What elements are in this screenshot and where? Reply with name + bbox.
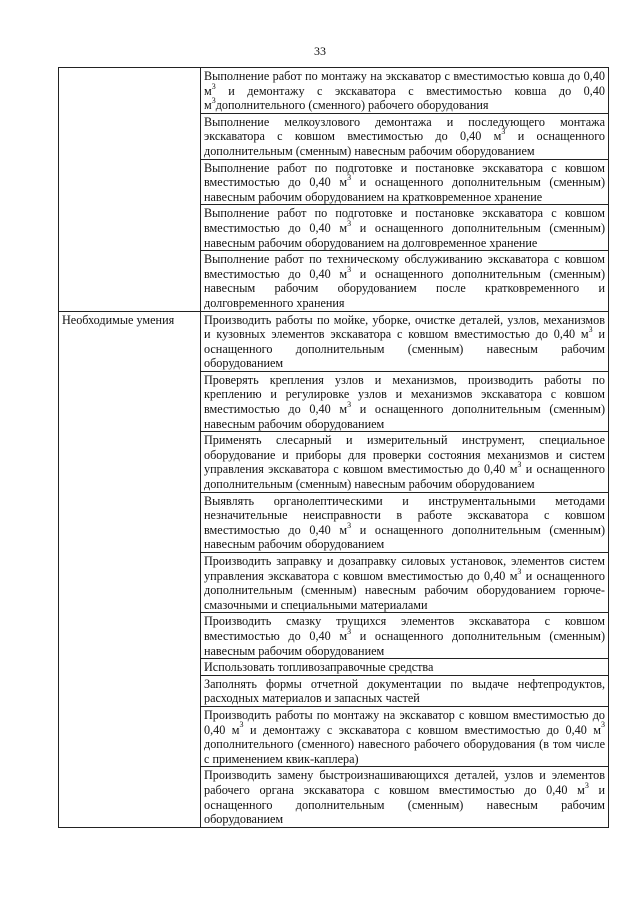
superscript: 3 <box>501 127 506 137</box>
superscript: 3 <box>601 720 606 730</box>
superscript: 3 <box>347 264 352 274</box>
requirements-table-body <box>59 68 609 828</box>
table-row <box>59 311 609 371</box>
superscript: 3 <box>211 96 216 106</box>
requirement-text: Выполнение работ по техническому обслуживанию экскаватора с ковшом вместимостью до 0,40 $м^3$ и оснащенного дополнительным (сменным) навесным рабочим оборудованием после кратковременного и долговременного хранения <box>201 251 609 311</box>
table-row <box>59 68 609 114</box>
section-label <box>59 68 201 312</box>
superscript: 3 <box>347 173 352 183</box>
requirement-text: Выполнение работ по подготовке и постановке экскаватора с ковшом вместимостью до 0,40 $м^3$ и оснащенного дополнительным (сменным) навесным рабочим оборудованием на кратковременное хранение <box>201 159 609 205</box>
superscript: 3 <box>584 780 589 790</box>
requirement-text: Применять слесарный и измерительный инструмент, специальное оборудование и приборы для проверки состояния механизмов и систем управления экскаватора с ковшом вместимостью до 0,40 $м^3$ и оснащенного дополнительным (сменным) навесным рабочим оборудованием <box>201 432 609 492</box>
section-label: Необходимые умения <box>59 311 201 827</box>
requirement-text: Производить смазку трущихся элементов экскаватора с ковшом вместимостью до 0,40 $м^3$ и оснащенного дополнительным (сменным) навесным рабочим оборудованием <box>201 613 609 659</box>
superscript: 3 <box>347 218 352 228</box>
superscript: 3 <box>239 720 244 730</box>
requirements-table <box>58 67 609 828</box>
superscript: 3 <box>347 626 352 636</box>
requirement-text: Производить заправку и дозаправку силовых установок, элементов систем управления экскаватора с ковшом вместимостью до 0,40 $м^3$ и оснащенного дополнительным (сменным) навесным рабочим оборудованием горюче-смазочными и специальными материалами <box>201 553 609 613</box>
superscript: 3 <box>347 520 352 530</box>
requirement-text: Выполнение работ по подготовке и постановке экскаватора с ковшом вместимостью до 0,40 $м^3$ и оснащенного дополнительным (сменным) навесным рабочим оборудованием на долговременное хранение <box>201 205 609 251</box>
requirement-text: Выполнение мелкоузлового демонтажа и последующего монтажа экскаватора с ковшом вместимостью до 0,40 $м^3$ и оснащенного дополнительным (сменным) навесным рабочим оборудованием <box>201 113 609 159</box>
requirement-text: Производить работы по мойке, уборке, очистке деталей, узлов, механизмов и кузовных элементов экскаватора с ковшом вместимостью до 0,40 $м^3$ и оснащенного дополнительным (сменным) навесным рабочим оборудованием <box>201 311 609 371</box>
superscript: 3 <box>517 460 522 470</box>
requirement-text: Заполнять формы отчетной документации по выдаче нефтепродуктов, расходных материалов и запасных частей <box>201 675 609 706</box>
superscript: 3 <box>517 566 522 576</box>
page-number: 33 <box>314 44 326 58</box>
superscript: 3 <box>347 400 352 409</box>
requirement-text: Производить замену быстроизнашивающихся деталей, узлов и элементов рабочего органа экскаватора с ковшом вместимостью до 0,40 $м^3$ и оснащенного дополнительным (сменным) навесным рабочим оборудованием <box>201 767 609 827</box>
superscript: 3 <box>588 325 593 335</box>
requirement-text: Производить работы по монтажу на экскаватор с ковшом вместимостью до 0,40 $м^3$ и демонтажу с экскаватора с ковшом вместимостью до 0,40 $м^3$ дополнительного (сменного) навесного рабочего оборудования (в том числе с применением квик-каплера) <box>201 706 609 766</box>
requirement-text: Использовать топливозаправочные средства <box>201 659 609 676</box>
requirement-text: Проверять крепления узлов и механизмов, производить работы по креплению и регулировке узлов и механизмов экскаватора с ковшом вместимостью до 0,40 $м^3$ и оснащенного дополнительным (сменным) навесным рабочим оборудованием <box>201 371 609 431</box>
superscript: 3 <box>211 81 216 91</box>
requirement-text: Выявлять органолептическими и инструментальными методами незначительные неисправности в работе экскаватора с ковшом вместимостью до 0,40 $м^3$ и оснащенного дополнительным (сменным) навесным рабочим оборудованием <box>201 492 609 552</box>
requirement-text: Выполнение работ по монтажу на экскаватор с вместимостью ковша до 0,40 $м^3$ и демонтажу с экскаватора с вместимостью ковша до 0,40 $м^3дополнительного$ (сменного) рабочего оборудования <box>201 68 609 114</box>
